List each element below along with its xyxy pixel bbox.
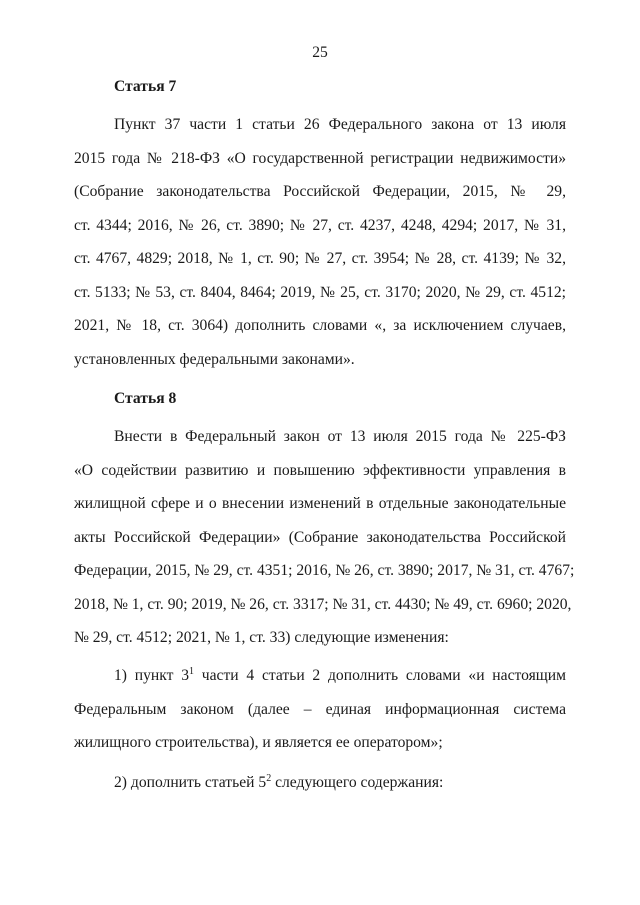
text-line: 2015 года № 218-ФЗ «О государственной регистрации недвижимости» (74, 149, 566, 167)
text-line: 2021, № 18, ст. 3064) дополнить словами «, за исключением случаев, (74, 317, 566, 334)
text-line: Пункт 37 части 1 статьи 26 Федерального закона от 13 июля (114, 116, 566, 133)
text-line: Федерации, 2015, № 29, ст. 4351; 2016, № 26, ст. 3890; 2017, № 31, ст. 4767; (74, 562, 575, 579)
text-line: жилищной сфере и о внесении изменений в отдельные законодательные (74, 495, 566, 512)
text-line: Федеральным законом (далее – единая информационная система (74, 700, 566, 718)
text-line: № 29, ст. 4512; 2021, № 1, ст. 33) следующие изменения: (74, 629, 449, 646)
text-line: 2) дополнить статьей $5^2$ следующего содержания: (114, 773, 444, 791)
text-line: акты Российской Федерации» (Собрание законодательства Российской (74, 528, 566, 546)
page-number: 25 (312, 44, 328, 61)
text-line: ст. 4344; 2016, № 26, ст. 3890; № 27, ст. 4237, 4248, 4294; 2017, № 31, (74, 216, 566, 234)
text-line: ст. 5133; № 53, ст. 8404, 8464; 2019, № 25, ст. 3170; 2020, № 29, ст. 4512; (74, 283, 566, 301)
superscript: 1 (189, 666, 194, 677)
article-7-paragraph (74, 108, 566, 376)
text-line: (Собрание законодательства Российской Федерации, 2015, № 29, (74, 183, 566, 200)
amendment-item-1 (74, 659, 566, 760)
article-8-heading: Статья 8 (114, 390, 177, 407)
text-line: «О содействии развитию и повышению эффективности управления в (74, 461, 566, 479)
superscript: 2 (266, 773, 272, 784)
text-line: установленных федеральными законами». (74, 350, 355, 368)
text-line: жилищного строительства), и является ее оператором»; (74, 734, 443, 751)
text-line: 2018, № 1, ст. 90; 2019, № 26, ст. 3317; № 31, ст. 4430; № 49, ст. 6960; 2020, (74, 595, 572, 613)
text-line: ст. 4767, 4829; 2018, № 1, ст. 90; № 27, ст. 3954; № 28, ст. 4139; № 32, (74, 250, 566, 267)
article-8-paragraph (74, 420, 575, 655)
text-line: Внести в Федеральный закон от 13 июля 2015 года № 225-ФЗ (114, 428, 566, 445)
amendment-item-2 (74, 766, 566, 800)
text-line: 1) пункт $3^1$ части 4 статьи 2 дополнить словами «и настоящим (114, 666, 566, 684)
article-7-heading: Статья 7 (114, 78, 177, 95)
